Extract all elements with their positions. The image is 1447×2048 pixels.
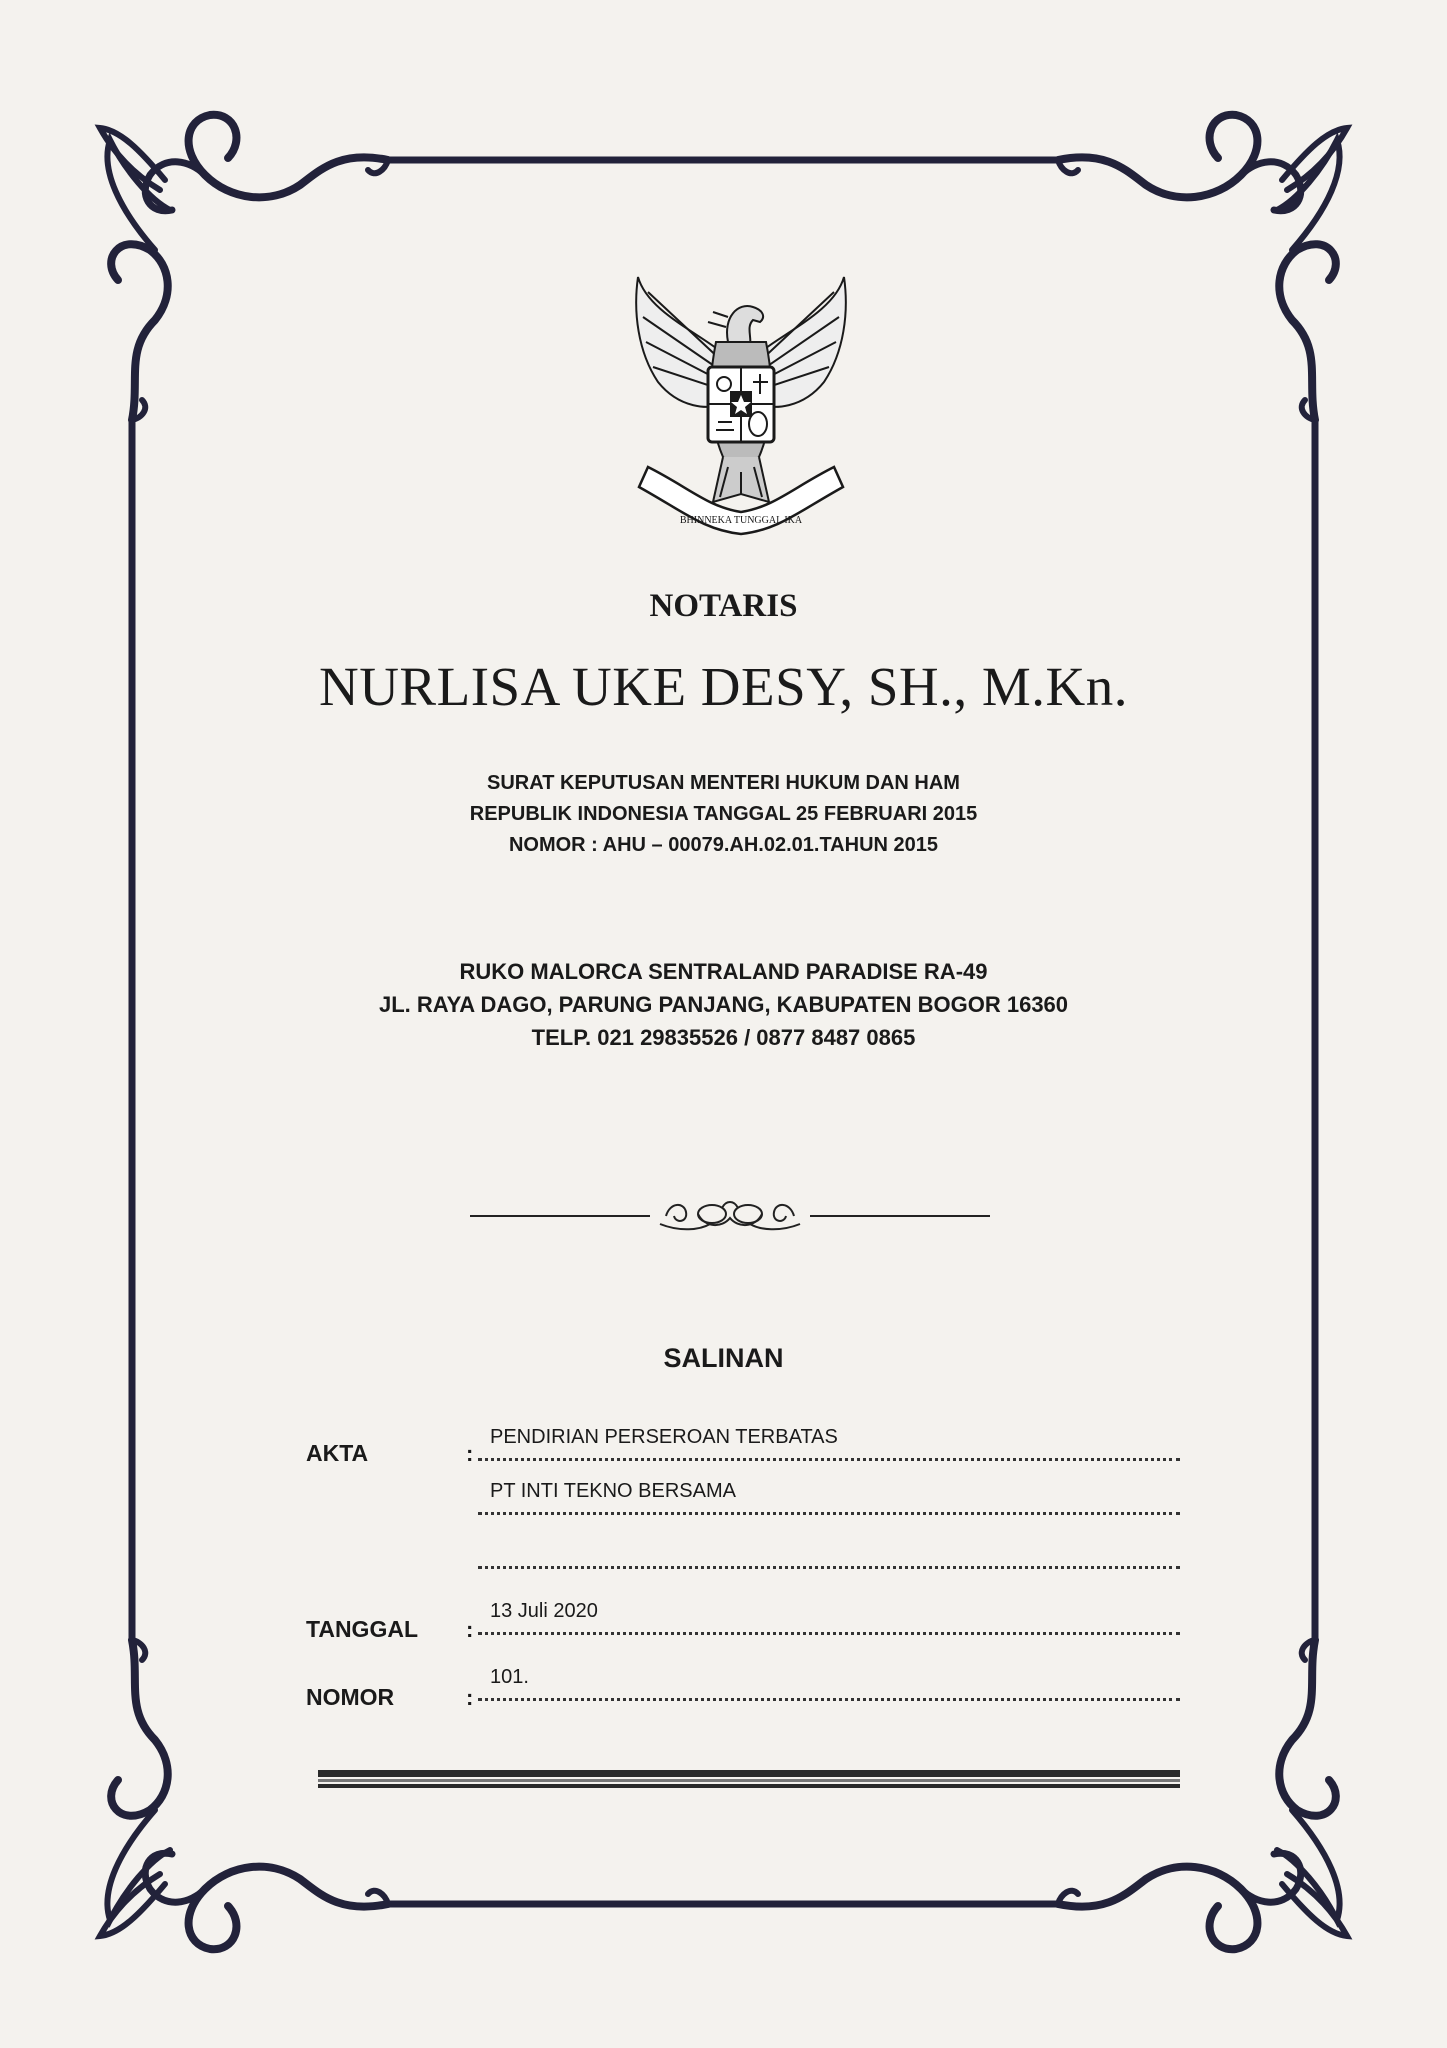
- bottom-rule: [318, 1779, 1180, 1782]
- akta-colon: :: [466, 1441, 474, 1466]
- notary-title: NOTARIS: [649, 588, 798, 624]
- address-line: RUKO MALORCA SENTRALAND PARADISE RA-49: [459, 959, 988, 984]
- akta-dotted-line: [478, 1512, 1180, 1515]
- notary-name: NURLISA UKE DESY, SH., M.Kn.: [318, 656, 1129, 717]
- document-type: SALINAN: [663, 1343, 784, 1373]
- tanggal-label: TANGGAL: [306, 1616, 419, 1642]
- address-line: JL. RAYA DAGO, PARUNG PANJANG, KABUPATEN BOGOR 16360: [378, 992, 1069, 1017]
- akta-dotted-line: [478, 1566, 1180, 1569]
- decree-line: NOMOR : AHU – 00079.AH.02.01.TAHUN 2015: [508, 834, 939, 856]
- garuda-emblem-icon: [628, 272, 854, 542]
- decree-block: [0, 768, 1447, 861]
- tanggal-colon: :: [466, 1617, 474, 1642]
- decree-line: REPUBLIK INDONESIA TANGGAL 25 FEBRUARI 2015: [469, 803, 978, 825]
- address-block: [0, 955, 1447, 1054]
- nomor-value: 101.: [490, 1666, 529, 1688]
- tanggal-dotted-line: [478, 1632, 1180, 1635]
- nomor-colon: :: [466, 1685, 474, 1710]
- akta-dotted-line: [478, 1458, 1180, 1461]
- bottom-rule: [318, 1784, 1180, 1788]
- akta-value-line1: PENDIRIAN PERSEROAN TERBATAS: [490, 1426, 838, 1448]
- nomor-dotted-line: [478, 1698, 1180, 1701]
- address-line: TELP. 021 29835526 / 0877 8487 0865: [531, 1025, 916, 1050]
- decree-line: SURAT KEPUTUSAN MENTERI HUKUM DAN HAM: [487, 772, 960, 794]
- nomor-label: NOMOR: [306, 1684, 395, 1710]
- divider-ornament-icon: [470, 1188, 990, 1238]
- akta-value-line2: PT INTI TEKNO BERSAMA: [490, 1480, 736, 1502]
- akta-label: AKTA: [306, 1440, 369, 1466]
- emblem-motto: BHINNEKA TUNGGAL IKA: [679, 515, 803, 526]
- bottom-rule: [318, 1770, 1180, 1777]
- tanggal-value: 13 Juli 2020: [490, 1600, 598, 1622]
